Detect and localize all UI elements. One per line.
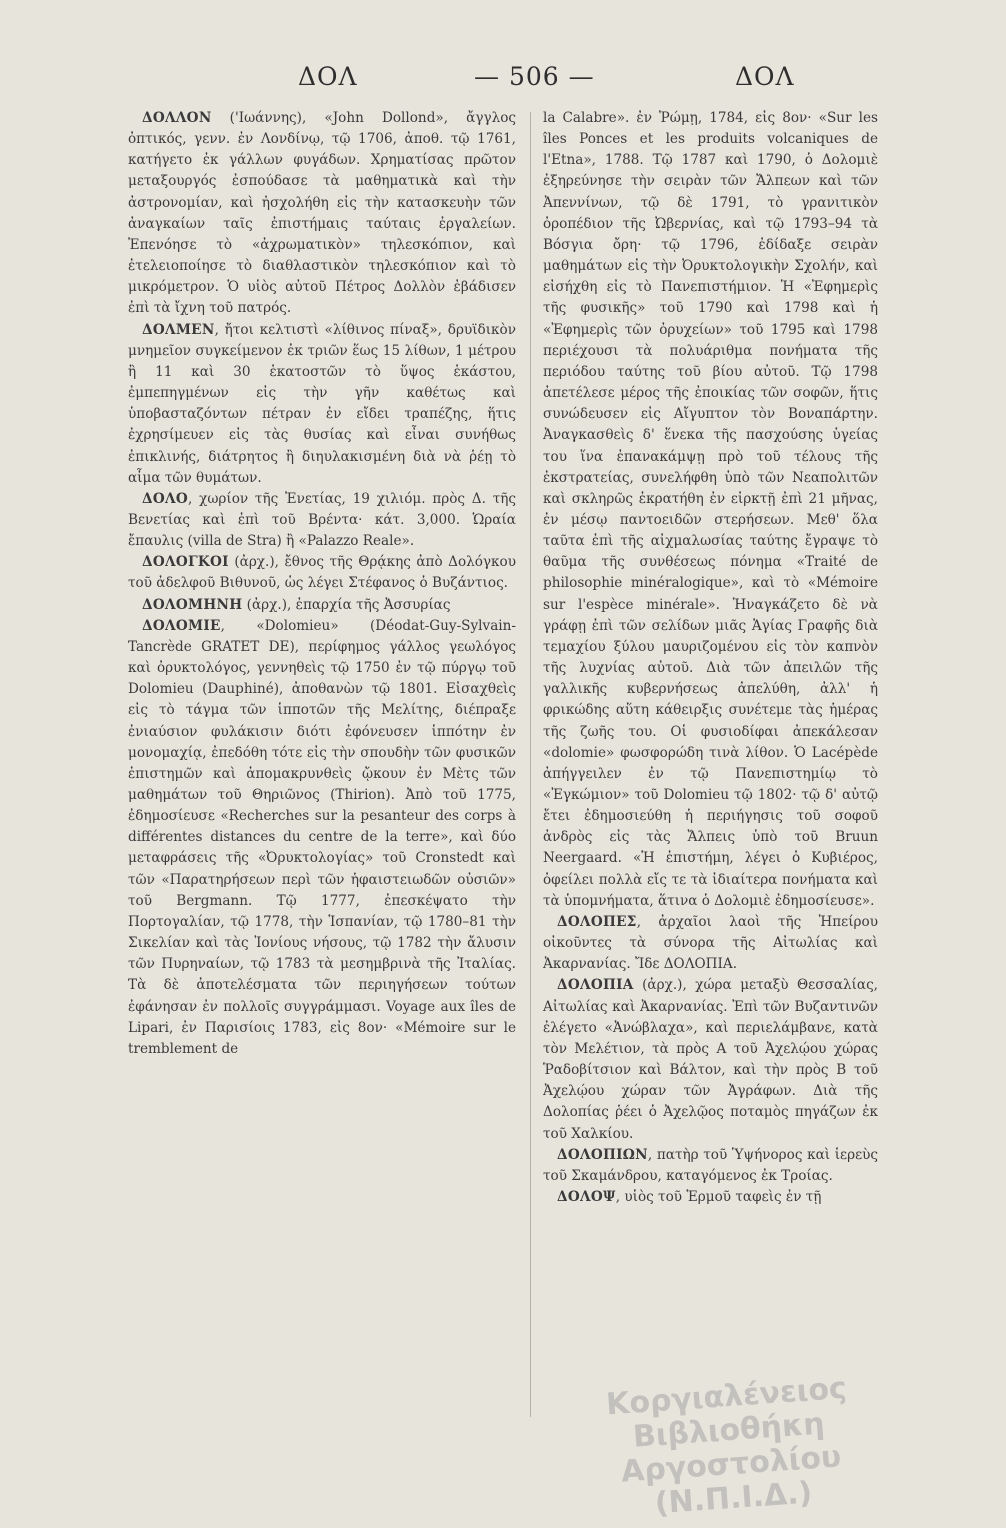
column-divider xyxy=(530,112,531,1417)
running-head xyxy=(0,62,1006,102)
entry-text: la Calabre». ἐν Ῥώμῃ, 1784, εἰς 8ον· «Sur les îles Ponces et les produits volcaniques de l'Etna», 1788. Τῷ 1787 καὶ 1790, ὁ Δολομιὲ ἐξηρεύνησε τὴν σειρὰν τῶν Ἄλπεων καὶ τῶν Ἀπεννίνων, τῷ δὲ 1791, τὸ γρανιτικὸν ὀροπέδιον τῆς Ὠβερνίας, καὶ τῷ 1793–94 τὰ Βόσγια ὄρη· τῷ 1796, ἐδίδαξε σειρὰν μαθημάτων εἰς τὴν Ὀρυκτολογικὴν Σχολήν, καὶ εἰσήχθη εἰς τὸ Πανεπιστήμιον. Ἡ «Ἐφημερὶς τῆς φυσικῆς» τοῦ 1790 καὶ 1798 καὶ ἡ «Ἐφημερὶς τῶν ὀρυχείων» τοῦ 1795 καὶ 1798 περιέχουσι τὰ πολυάριθμα πονήματα τῆς περιόδου ταύτης τοῦ βίου αὐτοῦ. Τῷ 1798 ἀπετέλεσε μέρος τῆς ἐποικίας τῶν σοφῶν, ἥτις συνώδευσεν εἰς Αἴγυπτον τὸν Βοναπάρτην. Ἀναγκασθεὶς δ' ἕνεκα τῆς πασχούσης ὑγείας του ἵνα ἐπανακάμψῃ πρὸ τοῦ τέλους τῆς ἐκστρατείας, συνελήφθη ὑπὸ τῶν Νεαπολιτῶν καὶ σκληρῶς ἐκρατήθη ἐν εἱρκτῇ ἐπὶ 21 μῆνας, ἐν μέσῳ παντοειδῶν στερήσεων. Μεθ' ὅλα ταῦτα ἐπὶ τῆς αἰχμαλωσίας ταύτης ἔγραψε τὸ θαῦμα τῆς συνθέσεως πόνημα «Traité de philosophie minéralogique», καὶ τὸ «Mémoire sur l'espèce minérale». Ἠναγκάζετο δὲ νὰ γράφῃ ἐπὶ τῶν σελίδων μιᾶς Ἁγίας Γραφῆς διὰ τεμαχίου ξύλου μαυριζομένου εἰς τὸν καπνὸν τῆς λυχνίας αὐτοῦ. Διὰ τῶν ἀπειλῶν τῆς γαλλικῆς κυβερνήσεως ἀπελύθη, ἀλλ' ἡ φρικώδης αὕτη κάθειρξις συνέτεμε τὰς ἡμέρας τῆς ζωῆς του. Οἱ φυσιοδίφαι ἀπεκάλεσαν «dolomie» φωσφορώδη τινὰ λίθον. Ὁ Lacépède ἀπήγγειλεν ἐν τῷ Πανεπιστημίῳ τὸ «Ἐγκώμιον» τοῦ Dolomieu τῷ 1802· τῷ δ' αὐτῷ ἔτει ἐδημοσιεύθη ἡ περιήγησις τοῦ σοφοῦ ἀνδρὸς εἰς τὰς Ἄλπεις ὑπὸ τοῦ Bruun Neergaard. «Ἡ ἐπιστήμη, λέγει ὁ Κυβιέρος, ὀφείλει πολλὰ εἴς τε τὰ ἰδιαίτερα πονήματα καὶ τὰ ὑπομνήματα, ἅτινα ὁ Δολομιὲ ἐδημοσίευσε». xyxy=(543,110,878,909)
dictionary-entry xyxy=(128,108,516,320)
entry-text: , χωρίον τῆς Ἐνετίας, 19 χιλιόμ. πρὸς Δ. τῆς Βενετίας καὶ ἐπὶ τοῦ Βρέντα· κάτ. 3,000. Ὡραία ἔπαυλις (villa de Stra) ἢ «Palazzo Reale». xyxy=(128,490,516,550)
entry-text: (ἀρχ.), ἐπαρχία τῆς Ἀσσυρίας xyxy=(242,596,451,613)
entry-headword: ΔΟΛΟΨ xyxy=(557,1188,616,1205)
left-column xyxy=(128,108,516,1060)
dictionary-entry xyxy=(543,1187,878,1208)
entry-text: , πατὴρ τοῦ Ὑψήνορος καὶ ἱερεὺς τοῦ Σκαμάνδρου, καταγόμενος ἐκ Τροίας. xyxy=(543,1146,878,1184)
dictionary-entry xyxy=(128,552,516,594)
entry-text: , «Dolomieu» (Déodat-Guy-Sylvain-Tancrède GRATET DE), περίφημος γάλλος γεωλόγος καὶ ὀρυκτολόγος, γεννηθεὶς τῷ 1750 ἐν τῷ πύργῳ τοῦ Dolomieu (Dauphiné), ἀποθανὼν τῷ 1801. Εἰσαχθεὶς εἰς τὸ τάγμα τῶν ἱπποτῶν τῆς Μελίτης, διέπραξε ἐνιαύσιον φυλάκισιν διότι ἐφόνευσεν ἱππότην ἐν μονομαχίᾳ, ἐπεδόθη τότε εἰς τὴν σπουδὴν τῶν φυσικῶν ἐπιστημῶν καὶ ἀπομακρυνθεὶς ᾤκουν ἐν Μὲτς τῶν μαθημάτων τοῦ Θηριῶνος (Thirion). Ἀπὸ τοῦ 1775, ἐδημοσίευσε «Recherches sur la pesanteur des corps à différentes distances du centre de la terre», καὶ δύο μεταφράσεις τῆς «Ὀρυκτολογίας» τοῦ Cronstedt καὶ τῶν «Παρατηρήσεων περὶ τῶν ἡφαιστειωδῶν οὐσιῶν» τοῦ Bergmann. Τῷ 1777, ἐπεσκέψατο τὴν Πορτογαλίαν, τῷ 1778, τὴν Ἱσπανίαν, τῷ 1780–81 τὴν Σικελίαν καὶ τὰς Ἰονίους νήσους, τῷ 1782 τὴν ἄλυσιν τῶν Πυρηναίων, τῷ 1783 τὰ μεσημβρινὰ τῆς Ἰταλίας. Τὰ δὲ ἀποτελέσματα τῶν περιηγήσεων τούτων ἐφάνησαν ἐν πολλοῖς συγγράμμασι. Voyage aux îles de Lipari, ἐν Παρισίοις 1783, εἰς 8ον· «Mémoire sur le tremblement de xyxy=(128,617,516,1057)
entry-headword: ΔΟΛΛΟΝ xyxy=(142,110,212,126)
library-watermark: Κοργιαλένειος Βιβλιοθήκη Αργοστολίου (Ν.Π.Ι.Δ.) xyxy=(604,1370,848,1522)
right-column xyxy=(543,108,878,1208)
dictionary-entry xyxy=(543,1145,878,1187)
entry-headword: ΔΟΛΜΕΝ xyxy=(142,321,215,338)
dictionary-entry xyxy=(128,616,516,1060)
dictionary-entry xyxy=(128,489,516,552)
entry-text: , ἤτοι κελτιστὶ «λίθινος πίναξ», δρυϊδικὸν μνημεῖον συγκείμενον ἐκ τριῶν ἕως 15 λίθων, 1 μέτρου ἢ 11 καὶ 30 ἑκατοστῶν τὸ ὕψος ἑκάστου, ἐμπεπηγμένων εἰς τὴν γῆν καθέτως καὶ ὑποβασταζόντων πέτραν ἐν εἴδει τραπέζης, ἥτις ἐχρησίμευεν εἰς τὰς θυσίας καὶ εἶναι συνήθως ἐπικλινής, διάτρητος ἢ διηυλακισμένη διὰ νὰ ῥέῃ τὸ αἷμα τῶν θυμάτων. xyxy=(128,321,516,486)
entry-headword: ΔΟΛΟΓΚΟΙ xyxy=(142,554,229,571)
entry-headword: ΔΟΛΟΜΙΕ xyxy=(142,617,221,634)
running-head-right: ΔΟΛ xyxy=(735,62,795,91)
entry-text: (ἀρχ.), χώρα μεταξὺ Θεσσαλίας, Αἰτωλίας καὶ Ἀκαρνανίας. Ἐπὶ τῶν Βυζαντινῶν ἐλέγετο «Ἀνώβλαχα», καὶ περιελάμβανε, κατὰ τὸν Μελέτιον, τὰ πρὸς Α τοῦ Ἀχελῴου χώρας Ῥαδοβίτσιον καὶ Βάλτον, καὶ τὴν πρὸς Β τοῦ Ἀχελῴου χώραν τῶν Ἀγράφων. Διὰ τῆς Δολοπίας ῥέει ὁ Ἀχελῷος ποταμὸς πηγάζων ἐκ τοῦ Χαλκίου. xyxy=(543,977,878,1142)
entry-text: (ἀρχ.), ἔθνος τῆς Θρᾴκης ἀπὸ Δολόγκου τοῦ ἀδελφοῦ Βιθυνοῦ, ὡς λέγει Στέφανος ὁ Βυζάντιος. xyxy=(128,554,516,592)
dictionary-entry xyxy=(128,320,516,489)
dictionary-entry xyxy=(543,912,878,975)
running-head-left: ΔΟΛ xyxy=(298,62,358,91)
entry-headword: ΔΟΛΟΠΕΣ xyxy=(557,913,637,930)
entry-text: ('Ιωάννης), «John Dollond», ἄγγλος ὀπτικός, γενν. ἐν Λονδίνῳ, τῷ 1706, ἀποθ. τῷ 1761, κατήγετο ἐκ γάλλων φυγάδων. Χρηματίσας πρῶτον μεταξουργός ἐσπούδασε τὰ μαθηματικὰ καὶ τὴν ἀστρονομίαν, καὶ ἠσχολήθη εἰς τὴν κατασκευὴν τῶν ἀναγκαίων ταῖς ἐπιστήμαις ταύταις ἐργαλείων. Ἐπενόησε τὸ «ἀχρωματικὸν» τηλεσκόπιον, καὶ ἐτελειοποίησε τὸ διαθλαστικὸν τηλεσκόπιον καὶ τὸ μικρόμετρον. Ὁ υἱὸς αὐτοῦ Πέτρος Δολλὸν ἐβάδισεν ἐπὶ τὰ ἴχνη τοῦ πατρός. xyxy=(128,110,516,317)
page-number: — 506 — xyxy=(474,62,595,91)
entry-headword: ΔΟΛΟ xyxy=(142,490,188,507)
entry-text: , υἱὸς τοῦ Ἑρμοῦ ταφεὶς ἐν τῇ xyxy=(615,1188,822,1205)
dictionary-entry xyxy=(543,975,878,1144)
entry-headword: ΔΟΛΟΠΙΑ xyxy=(557,977,634,994)
entry-headword: ΔΟΛΟΜΗΝΗ xyxy=(142,596,243,613)
entry-headword: ΔΟΛΟΠΙΩΝ xyxy=(557,1146,648,1163)
entry-text: , ἀρχαῖοι λαοὶ τῆς Ἠπείρου οἰκοῦντες τὰ σύνορα τῆς Αἰτωλίας καὶ Ἀκαρνανίας. Ἴδε ΔΟΛΟΠΙΑ. xyxy=(543,913,878,973)
dictionary-entry xyxy=(543,108,878,912)
dictionary-entry xyxy=(128,595,516,616)
